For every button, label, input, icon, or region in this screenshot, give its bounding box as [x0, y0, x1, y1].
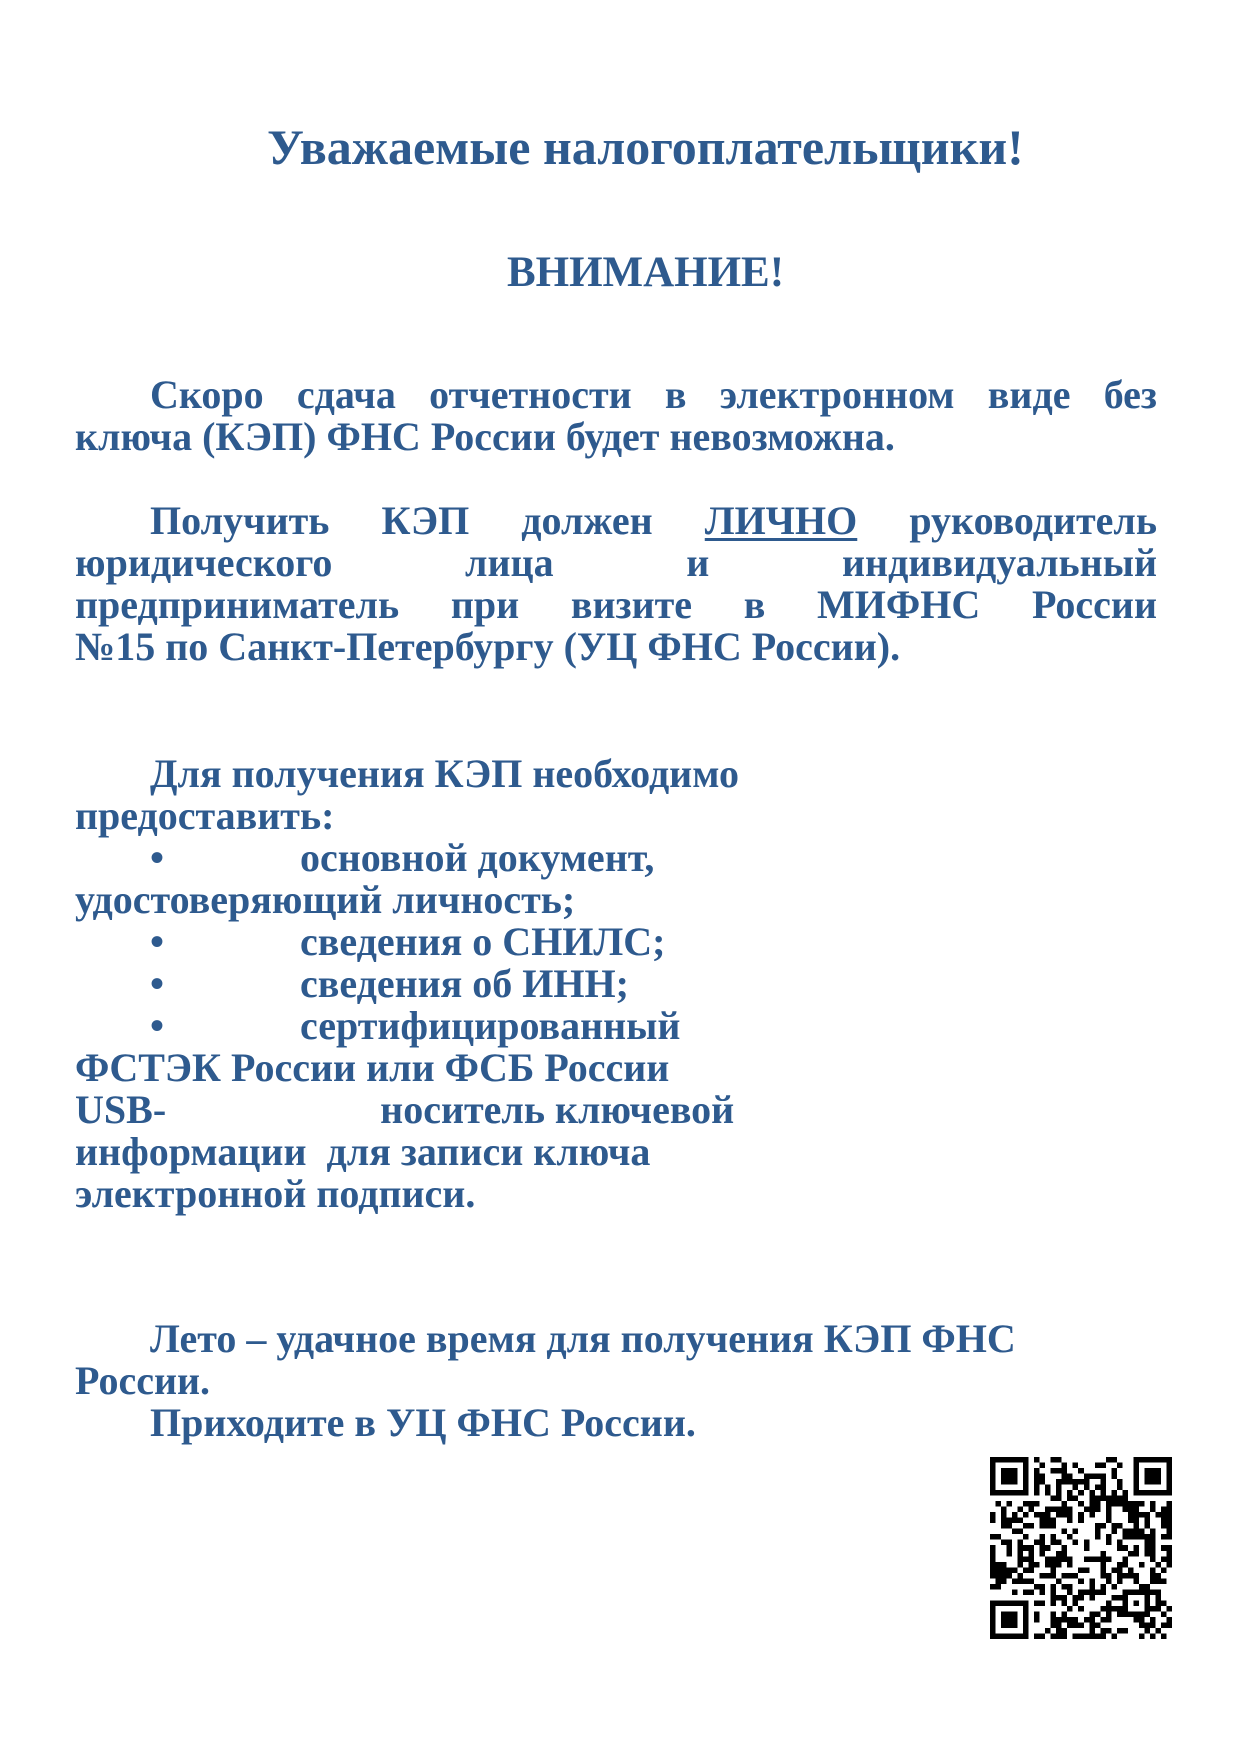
paragraph-line: ключа (КЭП) ФНС России будет невозможна. — [75, 414, 895, 459]
qr-finder-top-right — [1133, 1457, 1172, 1496]
paragraph-line: Скоро сдача отчетности в электронном виде без — [150, 372, 1157, 417]
list-item-text: сведения о СНИЛС; — [300, 919, 666, 964]
list-item-text — [75, 1089, 1157, 1131]
bullet-icon: • — [150, 961, 165, 1006]
qr-finder-bottom-left — [990, 1600, 1029, 1639]
paragraph-ecp-notice — [75, 374, 1157, 458]
text-fragment: USB- — [75, 1087, 167, 1132]
emphasis-text: ЛИЧНО — [704, 498, 858, 543]
list-item-text: основной документ, — [300, 835, 655, 880]
paragraph-line: Приходите в УЦ ФНС России. — [150, 1400, 696, 1445]
paragraph-line: Для получения КЭП необходимо — [150, 751, 739, 796]
paragraph-line: предоставить: — [75, 793, 335, 838]
list-item — [75, 921, 1157, 963]
attention-heading: ВНИМАНИЕ! — [506, 249, 785, 296]
bullet-icon: • — [150, 835, 165, 880]
list-item-text: информации для записи ключа — [75, 1129, 651, 1174]
qr-code-icon[interactable] — [990, 1457, 1172, 1639]
list-item — [75, 1005, 1157, 1047]
paragraph-requirements — [75, 753, 1157, 1215]
paragraph-line: предприниматель при визите в МИФНС России — [75, 582, 1157, 627]
paragraph-summer-invite — [75, 1318, 1157, 1444]
list-item-text: ФСТЭК России или ФСБ России — [75, 1045, 670, 1090]
list-item — [75, 837, 1157, 879]
paragraph-line: юридического лица и индивидуальный — [75, 540, 1157, 585]
list-item-text: удостоверяющий личность; — [75, 877, 576, 922]
paragraph-line: №15 по Санкт-Петербургу (УЦ ФНС России). — [75, 624, 901, 669]
qr-finder-top-left — [990, 1457, 1029, 1496]
list-item-text: электронной подписи. — [75, 1171, 476, 1216]
list-item-text: сведения об ИНН; — [300, 961, 629, 1006]
paragraph-line — [75, 500, 1157, 542]
text-fragment: Получить КЭП должен — [150, 498, 653, 543]
list-item-text: сертифицированный — [300, 1003, 681, 1048]
list-item — [75, 963, 1157, 1005]
text-fragment: руководитель — [909, 498, 1158, 543]
bullet-icon: • — [150, 1003, 165, 1048]
bullet-icon: • — [150, 919, 165, 964]
paragraph-line: Лето – удачное время для получения КЭП ФНС — [150, 1316, 1016, 1361]
paragraph-line: России. — [75, 1358, 211, 1403]
text-fragment: носитель ключевой — [380, 1087, 735, 1132]
paragraph-personal-visit — [75, 500, 1157, 668]
page-title: Уважаемые налогоплательщики! — [267, 119, 1024, 175]
